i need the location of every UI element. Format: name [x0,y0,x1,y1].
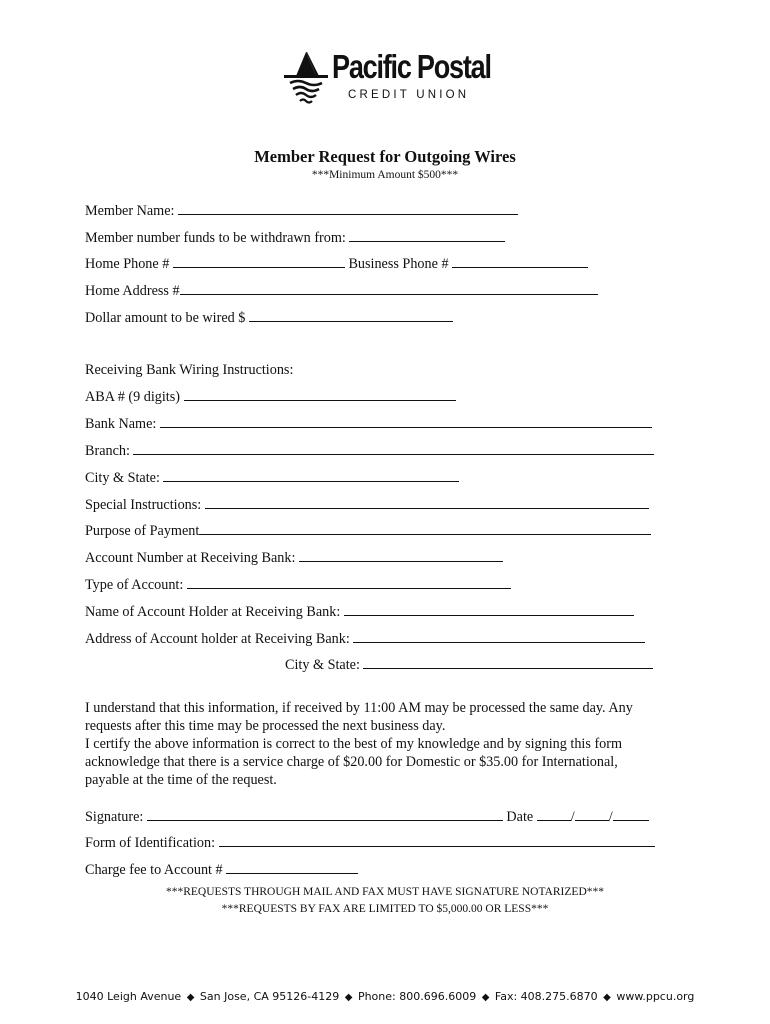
branch-field[interactable] [133,441,654,455]
member-name-row [85,201,518,220]
pacific-postal-logo [282,48,492,106]
branch-row [85,441,654,460]
identification-row [85,833,655,852]
dollar-amount-row [85,308,453,327]
terms-paragraph [85,699,695,789]
holder-city-state-row [285,655,653,674]
business-phone-label: Business Phone # [348,256,449,272]
signature-label: Signature: [85,809,144,825]
footer-city: San Jose, CA 95126-4129 [199,990,340,1003]
terms-line-5: payable at the time of the request. [85,772,277,788]
logo-name: Pacific Postal [332,48,491,85]
member-number-field[interactable] [349,228,505,242]
purpose-field[interactable] [199,521,651,535]
diamond-icon: ◆ [344,992,353,1003]
dollar-amount-field[interactable] [249,308,453,322]
member-name-field[interactable] [178,201,518,215]
signature-field[interactable] [147,807,503,821]
pyramid-wave-logo-icon [282,50,330,104]
receiving-bank-heading: Receiving Bank Wiring Instructions: [85,362,294,378]
aba-label: ABA # (9 digits) [85,389,180,405]
footer-web[interactable]: www.ppcu.org [616,990,695,1003]
terms-line-2: requests after this time may be processed the next business day. [85,718,446,734]
charge-fee-field[interactable] [226,860,358,874]
account-type-label: Type of Account: [85,577,184,593]
city-state-field[interactable] [163,468,459,482]
bank-name-field[interactable] [160,414,652,428]
aba-row [85,387,456,406]
city-state-row [85,468,459,487]
footer-fax: Fax: 408.275.6870 [494,990,598,1003]
purpose-row [85,521,651,540]
holder-name-row [85,602,634,621]
branch-label: Branch: [85,443,130,459]
special-instructions-row [85,495,649,514]
identification-field[interactable] [219,833,655,847]
date-day-field[interactable] [575,807,609,821]
special-instructions-label: Special Instructions: [85,497,202,513]
account-type-field[interactable] [187,575,511,589]
form-subtitle: ***Minimum Amount $500*** [311,169,459,181]
logo-subtitle: CREDIT UNION [348,89,470,101]
form-title: Member Request for Outgoing Wires [254,147,516,166]
footer-phone: Phone: 800.696.6009 [357,990,477,1003]
account-number-label: Account Number at Receiving Bank: [85,550,296,566]
phone-row [85,254,588,273]
holder-address-field[interactable] [353,629,645,643]
charge-fee-row [85,860,358,879]
date-label: Date [506,809,534,825]
signature-row [85,807,649,826]
date-separator-2: / [608,809,613,825]
city-state-label: City & State: [85,470,160,486]
holder-city-state-field[interactable] [363,655,653,669]
business-phone-field[interactable] [452,254,588,268]
aba-field[interactable] [184,387,456,401]
footer-contact [0,989,770,1006]
member-name-label: Member Name: [85,203,175,219]
identification-label: Form of Identification: [85,835,216,851]
account-type-row [85,575,511,594]
date-month-field[interactable] [537,807,571,821]
member-number-label: Member number funds to be withdrawn from: [85,230,346,246]
special-instructions-field[interactable] [205,495,649,509]
holder-address-row [85,629,645,648]
fax-limit-notice: ***REQUESTS BY FAX ARE LIMITED TO $5,000.00 OR LESS*** [221,903,549,915]
holder-city-state-label: City & State: [285,657,360,673]
footer-address: 1040 Leigh Avenue [75,990,182,1003]
terms-line-4: acknowledge that there is a service charge of $20.00 for Domestic or $35.00 for International, [85,754,618,770]
holder-name-field[interactable] [344,602,634,616]
terms-line-3: I certify the above information is correct to the best of my knowledge and by signing this form [85,736,623,752]
bank-name-label: Bank Name: [85,416,157,432]
home-address-row [85,281,598,300]
charge-fee-label: Charge fee to Account # [85,862,223,878]
date-year-field[interactable] [613,807,649,821]
home-address-label: Home Address # [85,283,180,299]
home-phone-label: Home Phone # [85,256,170,272]
purpose-label: Purpose of Payment [85,523,200,539]
bank-name-row [85,414,652,433]
account-number-row [85,548,503,567]
diamond-icon: ◆ [481,992,490,1003]
diamond-icon: ◆ [603,992,611,1003]
holder-address-label: Address of Account holder at Receiving Bank: [85,631,350,647]
holder-name-label: Name of Account Holder at Receiving Bank: [85,604,341,620]
date-separator-1: / [570,809,575,825]
dollar-amount-label: Dollar amount to be wired $ [85,310,246,326]
account-number-field[interactable] [299,548,503,562]
terms-line-1: I understand that this information, if received by 11:00 AM may be processed the same day. Any [85,700,633,716]
member-number-row [85,228,505,247]
notarized-notice: ***REQUESTS THROUGH MAIL AND FAX MUST HAVE SIGNATURE NOTARIZED*** [165,886,604,898]
home-phone-field[interactable] [173,254,345,268]
home-address-field[interactable] [180,281,598,295]
diamond-icon: ◆ [186,992,195,1003]
